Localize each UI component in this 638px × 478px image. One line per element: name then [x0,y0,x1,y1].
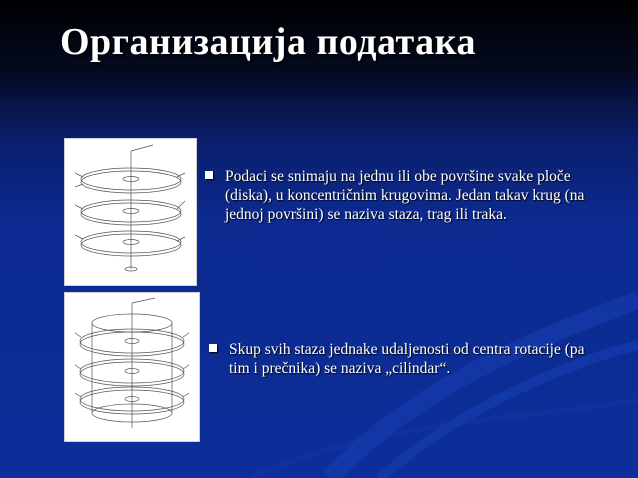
slide-title: Организација података [60,21,476,63]
disk-platters-icon [65,139,196,285]
square-bullet-icon [205,171,213,179]
disk-platters-diagram [64,138,197,286]
bullet-item [209,340,594,385]
bullet-text: Podaci se snimaju na jednu ili obe površine svake ploče (diska), u koncentričnim krugovima. Jedan takav krug (na jednoj površini) se naziva staza, trag ili traka. [225,168,585,223]
bullet-text: Skup svih staza jednake udaljenosti od centra rotacije (pa tim i prečnika) se naziva „cilindar“. [229,341,585,377]
square-bullet-icon [209,344,217,352]
bullet-item [205,167,595,233]
disk-cylinder-icon [65,293,199,441]
disk-cylinder-diagram [64,292,200,442]
